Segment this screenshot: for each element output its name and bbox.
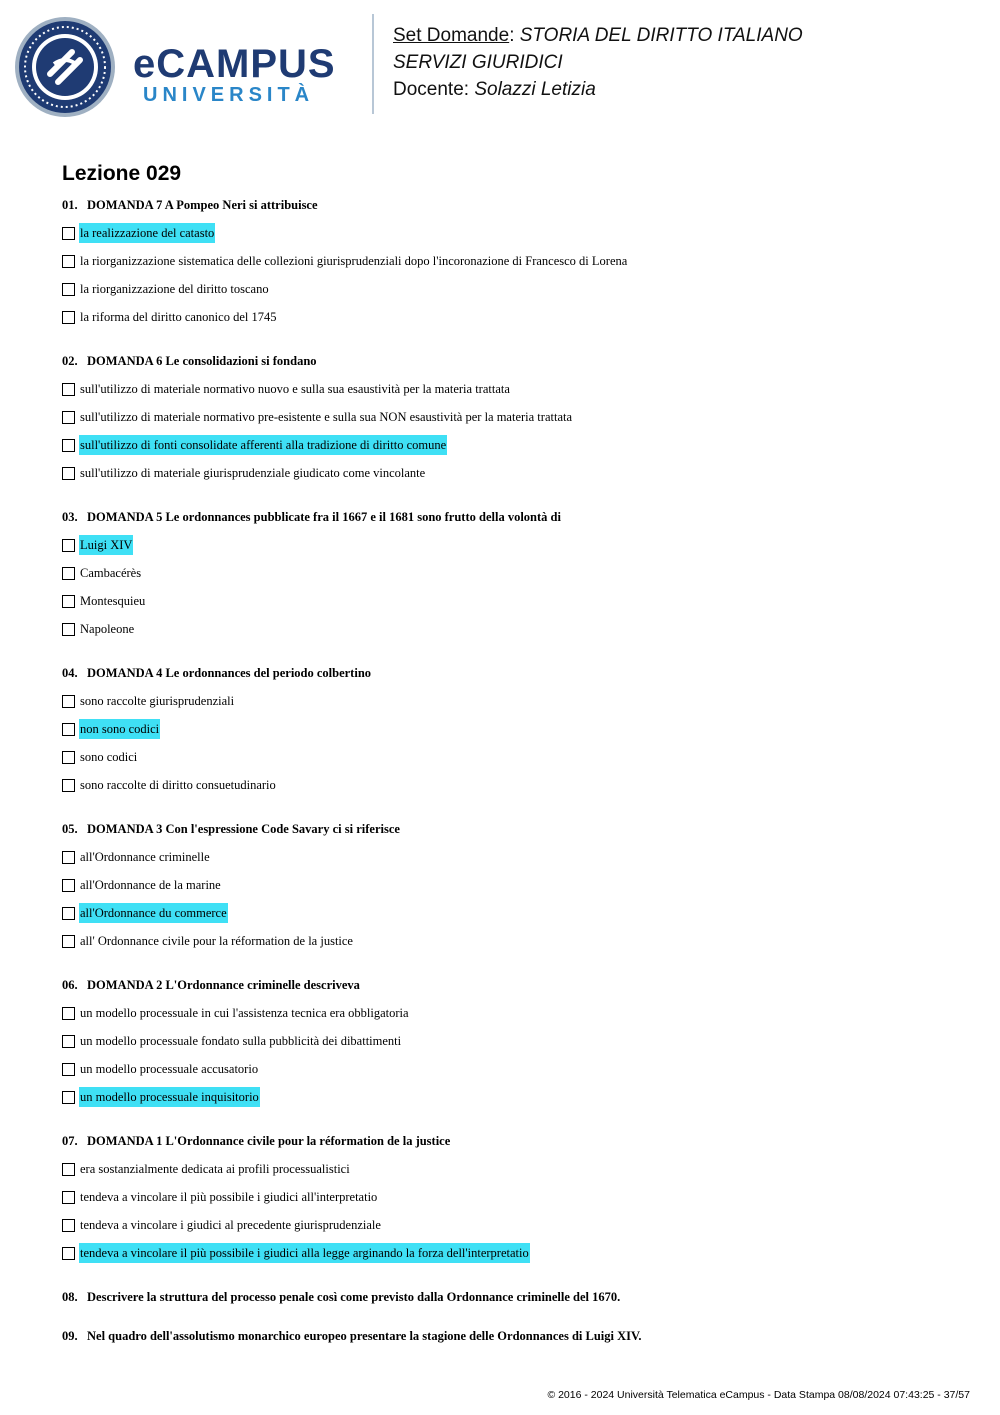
question-heading xyxy=(62,196,962,214)
answer-text: la riorganizzazione sistematica delle collezioni giurisprudenziali dopo l'incoronazione di Francesco di Lorena xyxy=(80,254,628,268)
answer-option[interactable] xyxy=(62,687,962,715)
question-number: 05. xyxy=(62,822,78,836)
answer-text: sono raccolte giurisprudenziali xyxy=(80,694,235,708)
answer-options xyxy=(62,531,962,643)
question-heading xyxy=(62,976,962,994)
question-spacer xyxy=(62,643,962,664)
answer-option[interactable] xyxy=(62,1183,962,1211)
answer-options xyxy=(62,1155,962,1267)
answer-option[interactable] xyxy=(62,587,962,615)
answer-option[interactable] xyxy=(62,431,962,459)
question-text: DOMANDA 7 A Pompeo Neri si attribuisce xyxy=(87,198,318,212)
answer-text: un modello processuale fondato sulla pubblicità dei dibattimenti xyxy=(80,1034,402,1048)
answer-option[interactable] xyxy=(62,927,962,955)
answer-option[interactable] xyxy=(62,247,962,275)
question-heading xyxy=(62,352,962,370)
answer-option[interactable] xyxy=(62,459,962,487)
answer-text: la riforma del diritto canonico del 1745 xyxy=(80,310,277,324)
question-heading xyxy=(62,664,962,682)
answer-text-highlighted: all'Ordonnance du commerce xyxy=(79,903,228,923)
question-heading xyxy=(62,820,962,838)
answer-option[interactable] xyxy=(62,871,962,899)
answer-checkbox[interactable] xyxy=(62,1035,75,1048)
answer-checkbox[interactable] xyxy=(62,311,75,324)
answer-text-highlighted: un modello processuale inquisitorio xyxy=(79,1087,260,1107)
answer-text: all' Ordonnance civile pour la réformation de la justice xyxy=(80,934,353,948)
question-spacer xyxy=(62,487,962,508)
open-question xyxy=(62,1327,962,1345)
answer-option[interactable] xyxy=(62,1211,962,1239)
answer-checkbox[interactable] xyxy=(62,1247,75,1260)
answer-text-highlighted: Luigi XIV xyxy=(79,535,133,555)
answer-text: sono raccolte di diritto consuetudinario xyxy=(80,778,276,792)
question-spacer xyxy=(62,1345,962,1366)
question-number: 07. xyxy=(62,1134,78,1148)
question-text: Nel quadro dell'assolutismo monarchico europeo presentare la stagione delle Ordonnances di Luigi XIV. xyxy=(87,1329,642,1343)
question-block xyxy=(62,976,962,1111)
answer-checkbox[interactable] xyxy=(62,1091,75,1104)
question-text: Descrivere la struttura del processo penale così come previsto dalla Ordonnance criminelle del 1670. xyxy=(87,1290,621,1304)
answer-text: la riorganizzazione del diritto toscano xyxy=(80,282,269,296)
set-label: Set Domande xyxy=(393,25,510,46)
question-block xyxy=(62,820,962,955)
answer-checkbox[interactable] xyxy=(62,283,75,296)
answer-checkbox[interactable] xyxy=(62,1007,75,1020)
question-number: 09. xyxy=(62,1329,78,1343)
question-block xyxy=(62,508,962,643)
question-text: DOMANDA 3 Con l'espressione Code Savary ci si riferisce xyxy=(87,822,400,836)
answer-text-highlighted: sull'utilizzo di fonti consolidate afferenti alla tradizione di diritto comune xyxy=(79,435,447,455)
question-spacer xyxy=(62,1111,962,1132)
question-block xyxy=(62,352,962,487)
answer-option[interactable] xyxy=(62,771,962,799)
answer-text: tendeva a vincolare il più possibile i giudici all'interpretatio xyxy=(80,1190,378,1204)
answer-options xyxy=(62,375,962,487)
answer-text: Cambacérès xyxy=(80,566,142,580)
question-number: 04. xyxy=(62,666,78,680)
logo-subtitle-text: UNIVERSITÀ xyxy=(143,84,315,106)
answer-options xyxy=(62,219,962,331)
course-title-line1: STORIA DEL DIRITTO ITALIANO xyxy=(519,25,803,46)
answer-option[interactable] xyxy=(62,743,962,771)
question-heading xyxy=(62,1132,962,1150)
answer-option[interactable] xyxy=(62,403,962,431)
page-header xyxy=(0,0,1000,130)
answer-option[interactable] xyxy=(62,1083,962,1111)
answer-checkbox[interactable] xyxy=(62,851,75,864)
course-title-line2: SERVIZI GIURIDICI xyxy=(393,52,563,73)
question-block xyxy=(62,664,962,799)
question-spacer xyxy=(62,331,962,352)
answer-checkbox[interactable] xyxy=(62,595,75,608)
question-spacer xyxy=(62,799,962,820)
answer-text: all'Ordonnance criminelle xyxy=(80,850,210,864)
question-text: DOMANDA 4 Le ordonnances del periodo colbertino xyxy=(87,666,372,680)
page-footer: © 2016 - 2024 Università Telematica eCampus - Data Stampa 08/08/2024 07:43:25 - 37/57 xyxy=(547,1389,970,1401)
answer-option[interactable] xyxy=(62,1055,962,1083)
ecampus-seal-logo-icon xyxy=(14,16,116,123)
open-question xyxy=(62,1288,962,1306)
answer-checkbox[interactable] xyxy=(62,1163,75,1176)
answer-checkbox[interactable] xyxy=(62,439,75,452)
answer-checkbox[interactable] xyxy=(62,779,75,792)
answer-option[interactable] xyxy=(62,1027,962,1055)
answer-options xyxy=(62,999,962,1111)
answer-option[interactable] xyxy=(62,275,962,303)
answer-text: era sostanzialmente dedicata ai profili processualistici xyxy=(80,1162,350,1176)
answer-text: un modello processuale accusatorio xyxy=(80,1062,259,1076)
answer-option[interactable] xyxy=(62,715,962,743)
answer-checkbox[interactable] xyxy=(62,935,75,948)
answer-text: sull'utilizzo di materiale normativo nuovo e sulla sua esaustività per la materia trattata xyxy=(80,382,510,396)
question-number: 01. xyxy=(62,198,78,212)
ecampus-wordmark xyxy=(133,44,336,106)
answer-checkbox[interactable] xyxy=(62,1063,75,1076)
answer-text: un modello processuale in cui l'assistenza tecnica era obbligatoria xyxy=(80,1006,409,1020)
question-spacer xyxy=(62,1267,962,1288)
answer-text: Montesquieu xyxy=(80,594,146,608)
question-block xyxy=(62,1132,962,1267)
answer-checkbox[interactable] xyxy=(62,879,75,892)
question-number: 03. xyxy=(62,510,78,524)
answer-option[interactable] xyxy=(62,899,962,927)
answer-text: sull'utilizzo di materiale giurisprudenziale giudicato come vincolante xyxy=(80,466,426,480)
answer-text-highlighted: la realizzazione del catasto xyxy=(79,223,215,243)
answer-text: Napoleone xyxy=(80,622,135,636)
answer-options xyxy=(62,687,962,799)
answer-checkbox[interactable] xyxy=(62,539,75,552)
header-divider xyxy=(372,14,374,114)
answer-checkbox[interactable] xyxy=(62,255,75,268)
answer-checkbox[interactable] xyxy=(62,751,75,764)
question-block xyxy=(62,196,962,331)
answer-text: tendeva a vincolare i giudici al precedente giurisprudenziale xyxy=(80,1218,381,1232)
answer-option[interactable] xyxy=(62,1239,962,1267)
question-text: DOMANDA 2 L'Ordonnance criminelle descriveva xyxy=(87,978,360,992)
answer-option[interactable] xyxy=(62,219,962,247)
answer-text-highlighted: tendeva a vincolare il più possibile i giudici alla legge arginando la forza dell'interpretatio xyxy=(79,1243,530,1263)
answer-option[interactable] xyxy=(62,615,962,643)
answer-checkbox[interactable] xyxy=(62,695,75,708)
docente-name: Solazzi Letizia xyxy=(474,79,596,100)
answer-option[interactable] xyxy=(62,303,962,331)
question-text: DOMANDA 6 Le consolidazioni si fondano xyxy=(87,354,317,368)
answer-checkbox[interactable] xyxy=(62,383,75,396)
answer-option[interactable] xyxy=(62,1155,962,1183)
answer-checkbox[interactable] xyxy=(62,723,75,736)
answer-option[interactable] xyxy=(62,559,962,587)
answer-options xyxy=(62,843,962,955)
answer-checkbox[interactable] xyxy=(62,1191,75,1204)
answer-option[interactable] xyxy=(62,843,962,871)
question-spacer xyxy=(62,955,962,976)
answer-checkbox[interactable] xyxy=(62,227,75,240)
logo-wordmark-text: eCAMPUS xyxy=(133,42,336,86)
docente-label: Docente: xyxy=(393,79,470,100)
lesson-title: Lezione 029 xyxy=(62,162,182,185)
answer-checkbox[interactable] xyxy=(62,1219,75,1232)
header-info xyxy=(393,22,803,103)
question-number: 02. xyxy=(62,354,78,368)
question-list xyxy=(62,196,962,1366)
answer-checkbox[interactable] xyxy=(62,567,75,580)
answer-text: sull'utilizzo di materiale normativo pre-esistente e sulla sua NON esaustività per la materia trattata xyxy=(80,410,573,424)
answer-checkbox[interactable] xyxy=(62,411,75,424)
set-separator: : xyxy=(509,25,515,46)
answer-checkbox[interactable] xyxy=(62,467,75,480)
answer-option[interactable] xyxy=(62,531,962,559)
answer-text: sono codici xyxy=(80,750,138,764)
question-spacer xyxy=(62,1306,962,1327)
question-number: 08. xyxy=(62,1290,78,1304)
question-text: DOMANDA 1 L'Ordonnance civile pour la réformation de la justice xyxy=(87,1134,451,1148)
answer-checkbox[interactable] xyxy=(62,907,75,920)
answer-option[interactable] xyxy=(62,999,962,1027)
question-number: 06. xyxy=(62,978,78,992)
answer-text-highlighted: non sono codici xyxy=(79,719,160,739)
answer-checkbox[interactable] xyxy=(62,623,75,636)
answer-option[interactable] xyxy=(62,375,962,403)
question-text: DOMANDA 5 Le ordonnances pubblicate fra il 1667 e il 1681 sono frutto della volontà di xyxy=(87,510,561,524)
answer-text: all'Ordonnance de la marine xyxy=(80,878,221,892)
question-heading xyxy=(62,508,962,526)
